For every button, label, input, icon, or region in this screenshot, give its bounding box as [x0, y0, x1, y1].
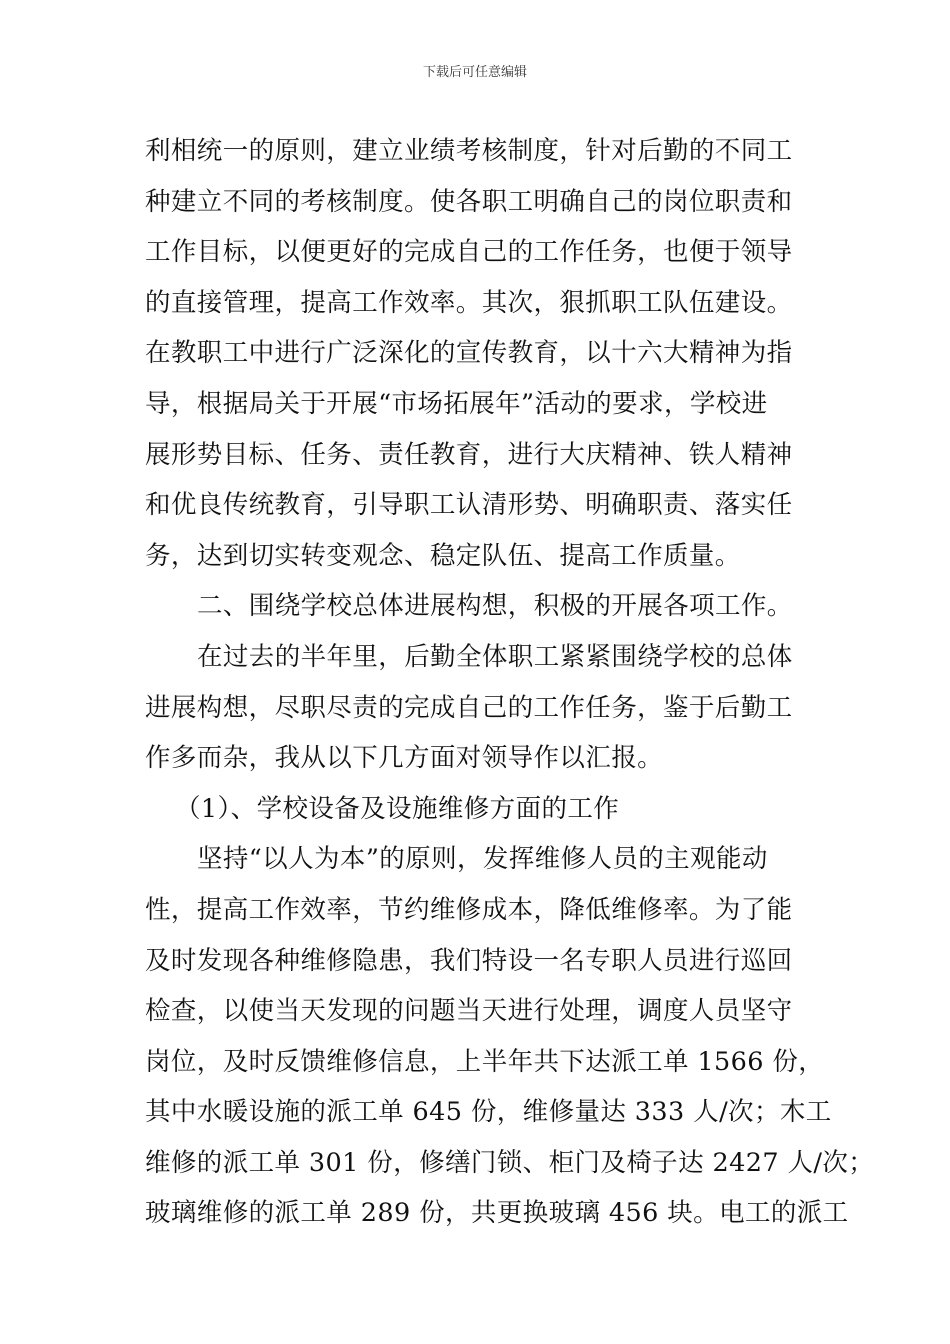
- text-line: 务，达到切实转变观念、稳定队伍、提高工作质量。: [145, 540, 741, 571]
- text-line: 的直接管理，提高工作效率。其次，狠抓职工队伍建设。: [145, 287, 793, 318]
- text-line: 在教职工中进行广泛深化的宣传教育，以十六大精神为指: [145, 338, 793, 369]
- document-body: [145, 126, 875, 1239]
- subsection-heading: （1）、学校设备及设施维修方面的工作: [175, 793, 620, 824]
- text-line: 检查，以使当天发现的问题当天进行处理，调度人员坚守: [145, 996, 793, 1027]
- text-line: 维修的派工单 301 份，修缮门锁、柜门及椅子达 2427 人/次；: [145, 1147, 875, 1178]
- text-line: 作多而杂，我从以下几方面对领导作以汇报。: [145, 743, 664, 774]
- text-line: 种建立不同的考核制度。使各职工明确自己的岗位职责和: [145, 186, 793, 217]
- page-header-note: 下载后可任意编辑: [422, 65, 527, 80]
- text-line: 性，提高工作效率，节约维修成本，降低维修率。为了能: [145, 894, 793, 925]
- text-line: 其中水暖设施的派工单 645 份，维修量达 333 人/次；木工: [145, 1097, 832, 1128]
- text-line: 利相统一的原则，建立业绩考核制度，针对后勤的不同工: [145, 136, 793, 166]
- text-line: 工作目标，以便更好的完成自己的工作任务，也便于领导: [145, 237, 793, 268]
- section-heading: 二、围绕学校总体进展构想，积极的开展各项工作。: [197, 591, 793, 622]
- text-line: 玻璃维修的派工单 289 份，共更换玻璃 456 块。电工的派工: [145, 1198, 849, 1229]
- text-line: 进展构想，尽职尽责的完成自己的工作任务，鉴于后勤工: [145, 692, 793, 723]
- text-line: 导，根据局关于开展“市场拓展年”活动的要求，学校进: [145, 388, 768, 419]
- text-line: 及时发现各种维修隐患，我们特设一名专职人员进行巡回: [145, 945, 793, 976]
- text-line: 和优良传统教育，引导职工认清形势、明确职责、落实任: [145, 490, 793, 521]
- paragraph-first-line: 坚持“以人为本”的原则，发挥维修人员的主观能动: [197, 844, 768, 875]
- paragraph-first-line: 在过去的半年里，后勤全体职工紧紧围绕学校的总体: [197, 641, 793, 672]
- text-line: 展形势目标、任务、责任教育，进行大庆精神、铁人精神: [145, 439, 793, 470]
- text-line: 岗位，及时反馈维修信息，上半年共下达派工单 1566 份，: [145, 1046, 825, 1077]
